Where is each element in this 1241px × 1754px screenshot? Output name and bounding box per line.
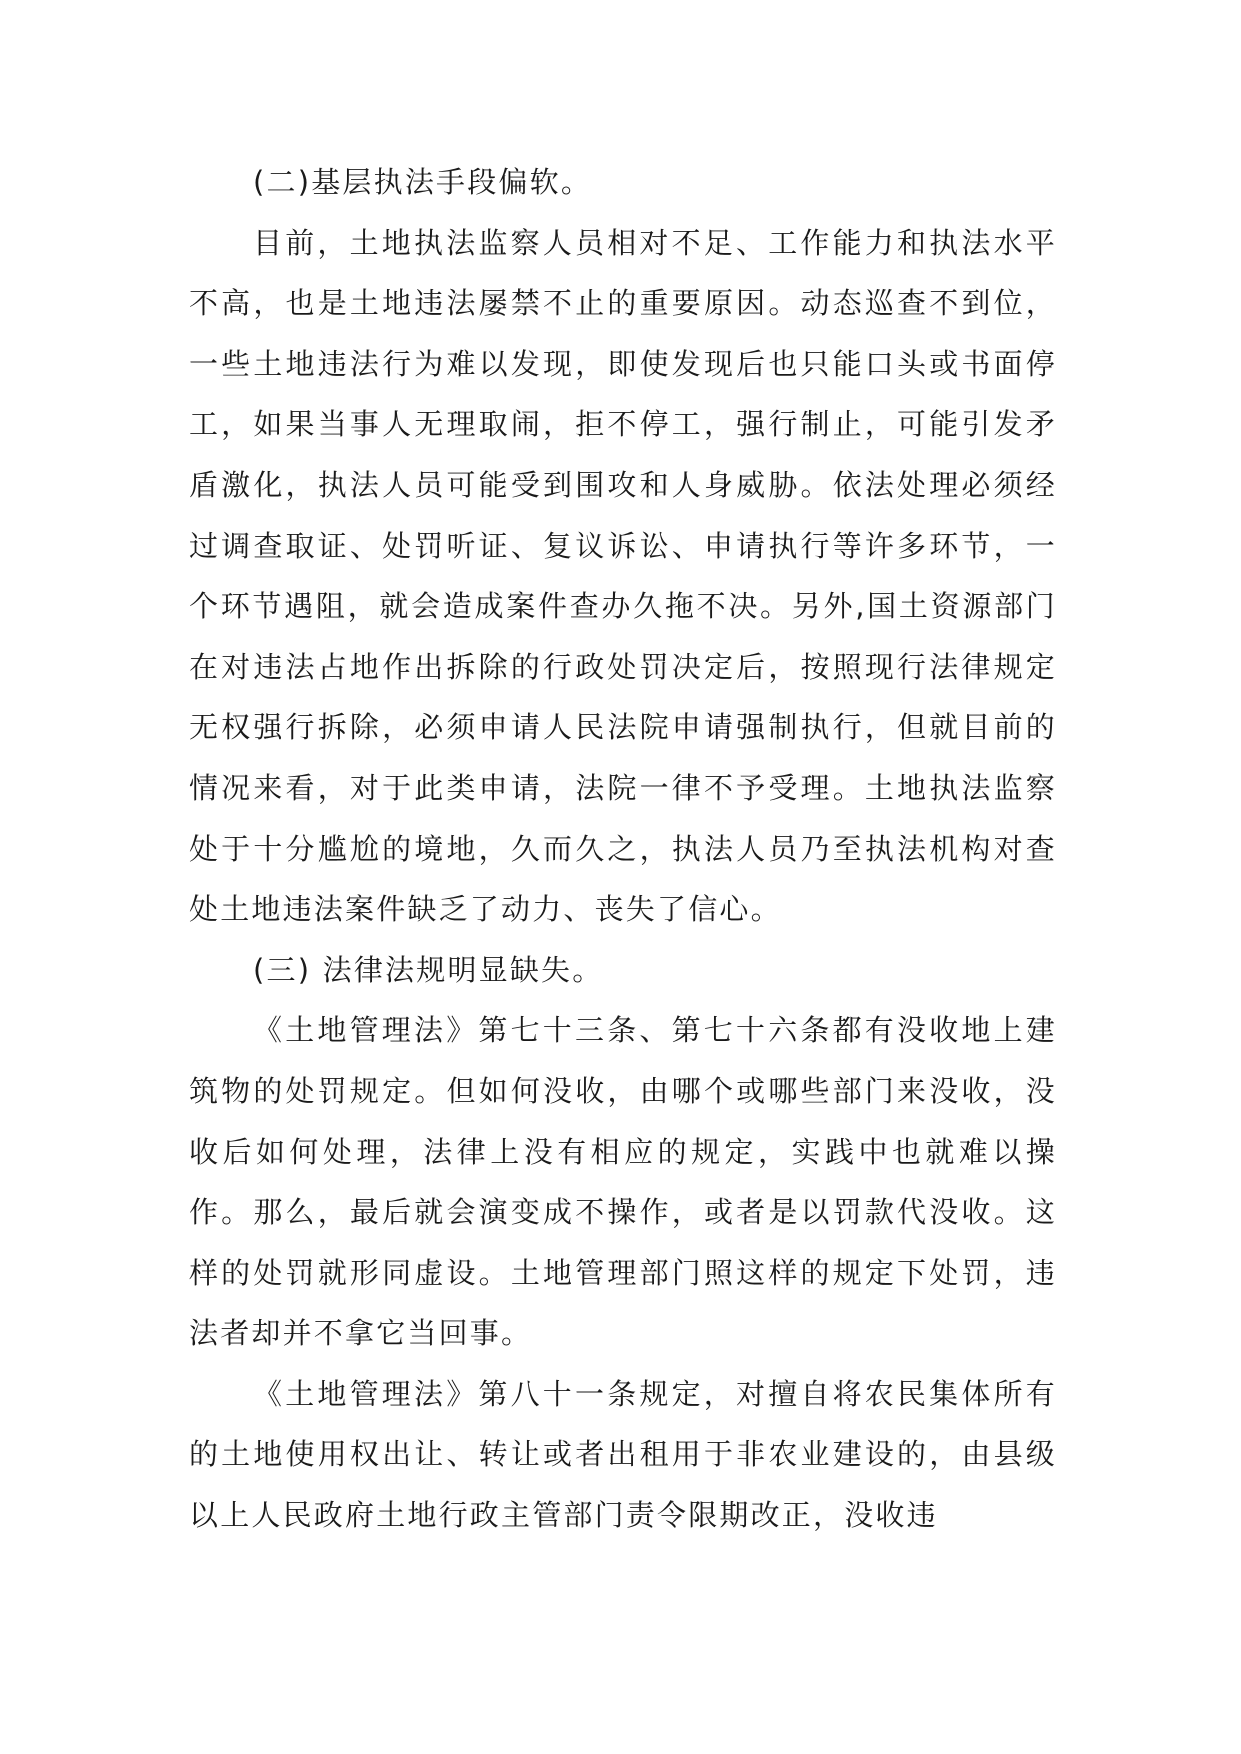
section-heading-2: (二)基层执法手段偏软。: [253, 165, 593, 199]
paragraph-article-81: 《土地管理法》第八十一条规定，对擅自将农民集体所有的土地使用权出让、转让或者出租用于非农业建设的，由县级以上人民政府土地行政主管部门责令限期改正，没收违: [189, 1376, 1057, 1533]
section-heading-3: (三) 法律法规明显缺失。: [253, 952, 604, 987]
paragraph-confiscation-rules: 《土地管理法》第七十三条、第七十六条都有没收地上建筑物的处罚规定。但如何没收，由哪个或哪些部门来没收，没收后如何处理，法律上没有相应的规定，实践中也就难以操作。那么，最后就会演变成不操作，或者是以罚款代没收。这样的处罚就形同虚设。土地管理部门照这样的规定下处罚，违法者却并不拿它当回事。: [189, 1013, 1057, 1351]
document-body: [189, 152, 1057, 1546]
paragraph-enforcement-weakness: 目前，土地执法监察人员相对不足、工作能力和执法水平不高，也是土地违法屡禁不止的重要原因。动态巡查不到位，一些土地违法行为难以发现，即使发现后也只能口头或书面停工，如果当事人无理取闹，拒不停工，强行制止，可能引发矛盾激化，执法人员可能受到围攻和人身威胁。依法处理必须经过调查取证、处罚听证、复议诉讼、申请执行等许多环节，一个环节遇阻，就会造成案件查办久拖不决。另外,国土资源部门在对违法占地作出拆除的行政处罚决定后，按照现行法律规定无权强行拆除，必须申请人民法院申请强制执行，但就目前的情况来看，对于此类申请，法院一律不予受理。土地执法监察处于十分尴尬的境地，久而久之，执法人员乃至执法机构对查处土地违法案件缺乏了动力、丧失了信心。: [189, 225, 1057, 927]
